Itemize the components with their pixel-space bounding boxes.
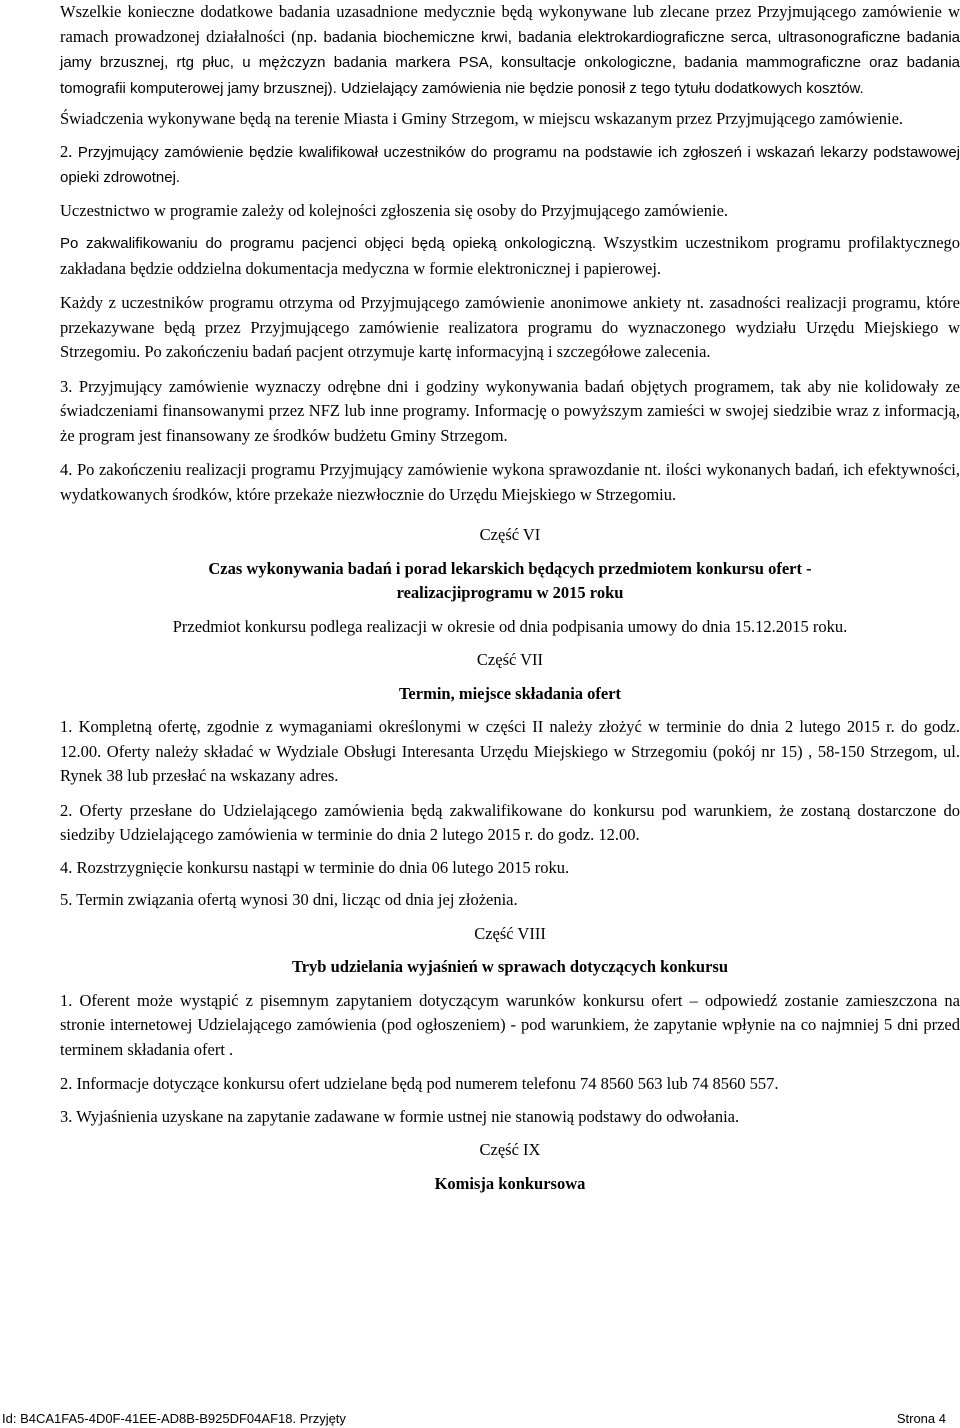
document-page [60,0,960,1196]
section-vi-title-line1: Czas wykonywania badań i porad lekarskich będących przedmiotem konkursu ofert - [208,558,812,578]
section-vii-item-4: 4. Rozstrzygnięcie konkursu nastąpi w terminie do dnia 06 lutego 2015 roku. [60,857,570,877]
page-footer [0,1405,960,1428]
page-number: Strona 4 [896,1411,946,1426]
paragraph-surveys: Każdy z uczestników programu otrzyma od Przyjmującego zamówienie anonimowe ankiety nt. zasadności realizacji programu, które przekazywane będą przez Przyjmującego zamówienie realizatora programu do wyznaczonego wydziału Urzędu Miejskiego w Strzegomiu. Po zakończeniu badań pacjent otrzymuje kartę informacyjną i szczegółowe zalecenia. [60,293,960,361]
document-id: Id: B4CA1FA5-4D0F-41EE-AD8B-B925DF04AF18. Przyjęty [2,1411,346,1426]
paragraph-oncology-care-serif: Wszystkim uczestnikom programu profilaktycznego zakładana będzie oddzielna dokumentacja medyczna w formie elektronicznej i papierowej. [60,233,960,278]
paragraph-report: 4. Po zakończeniu realizacji programu Przyjmujący zamówienie wykona sprawozdanie nt. ilości wykonanych badań, ich efektywności, wydatkowanych środków, które przekaże niezwłocznie do Urzędu Miejskiego w Strzegomiu. [60,460,960,504]
section-ix-title: Komisja konkursowa [434,1173,586,1193]
section-viii-title: Tryb udzielania wyjaśnień w sprawach dotyczących konkursu [291,957,729,976]
section-vii-item-1: 1. Kompletną ofertę, zgodnie z wymaganiami określonymi w części II należy złożyć w terminie do dnia 2 lutego 2015 r. do godz. 12.00. Oferty należy składać w Wydziale Obsługi Interesanta Urzędu Miejskiego w Strzegomiu (pokój nr 15) , 58-150 Strzegom, ul. Rynek 38 lub przesłać na wskazany adres. [60,717,960,785]
section-vi-title-line2: realizacjiprogramu w 2015 roku [396,583,624,602]
section-vi-text: Przedmiot konkursu podlega realizacji w okresie od dnia podpisania umowy do dnia 15.12.2015 roku. [172,616,848,636]
section-vii-item-5: 5. Termin związania ofertą wynosi 30 dni, licząc od dnia jej złożenia. [60,890,518,909]
paragraph-additional-tests [60,0,960,101]
paragraph-additional-tests-sans: badania biochemiczne krwi, badania elektrokardiograficzne serca, ultrasonograficzne badania jamy brzusznej, rtg płuc, u mężczyzn badania markera PSA, konsultacje onkologiczne, badania mammograficzne oraz badania tomografii komputerowej jamy brzusznej). Udzielający zamówienia nie będzie ponosił z tego tytułu dodatkowych kosztów. [60,28,960,97]
paragraph-oncology-care [60,231,960,281]
section-vi-heading: Część VI [479,525,541,544]
paragraph-additional-tests-serif: Wszelkie konieczne dodatkowe badania uzasadnione medycznie będą wykonywane lub zlecane przez Przyjmującego zamówienie w ramach prowadzonej działalności (np. [60,2,960,46]
section-viii-item-3: 3. Wyjaśnienia uzyskane na zapytanie zadawane w formie ustnej nie stanowią podstawy do odwołania. [60,1106,740,1126]
section-viii-item-1: 1. Oferent może wystąpić z pisemnym zapytaniem dotyczącym warunków konkursu ofert – odpowiedź zostanie zamieszczona na stronie internetowej Udzielającego zamówienia (pod ogłoszeniem) - pod warunkiem, że zapytanie wpłynie na co najmniej 5 dni przed terminem składania ofert . [60,990,960,1059]
section-viii-item-2: 2. Informacje dotyczące konkursu ofert udzielane będą pod numerem telefonu 74 8560 563 lub 74 8560 557. [60,1074,779,1093]
paragraph-participation: Uczestnictwo w programie zależy od kolejności zgłoszenia się osoby do Przyjmującego zamówienie. [60,200,729,220]
section-vii-item-2: 2. Oferty przesłane do Udzielającego zamówienia będą zakwalifikowane do konkursu pod warunkiem, że zostaną dostarczone do siedziby Udzielającego zamówienia w terminie do dnia 2 lutego 2015 r. do godz. 12.00. [60,800,960,844]
paragraph-oncology-care-sans: Po zakwalifikowaniu do programu pacjenci objęci będą opieką onkologiczną. [60,235,597,252]
section-vii-heading: Część VII [476,650,544,669]
paragraph-schedule: 3. Przyjmujący zamówienie wyznaczy odrębne dni i godziny wykonywania badań objętych programem, tak aby nie kolidowały ze świadczeniami finansowanymi przez NFZ lub inne programy. Informację o powyższym zamieści w swojej siedzibie wraz z informacją, że program jest finansowany ze środków budżetu Gminy Strzegom. [60,376,960,445]
paragraph-service-location: Świadczenia wykonywane będą na terenie Miasta i Gminy Strzegom, w miejscu wskazanym przez Przyjmującego zamówienie. [60,109,904,128]
paragraph-qualification-number: 2. [60,141,73,161]
section-vii-title: Termin, miejsce składania ofert [398,683,622,703]
paragraph-qualification-text: Przyjmujący zamówienie będzie kwalifikował uczestników do programu na podstawie ich zgłoszeń i wskazań lekarzy podstawowej opieki zdrowotnej. [60,143,960,186]
section-viii-heading: Część VIII [474,923,546,943]
paragraph-qualification [60,140,960,191]
section-ix-heading: Część IX [479,1140,541,1159]
